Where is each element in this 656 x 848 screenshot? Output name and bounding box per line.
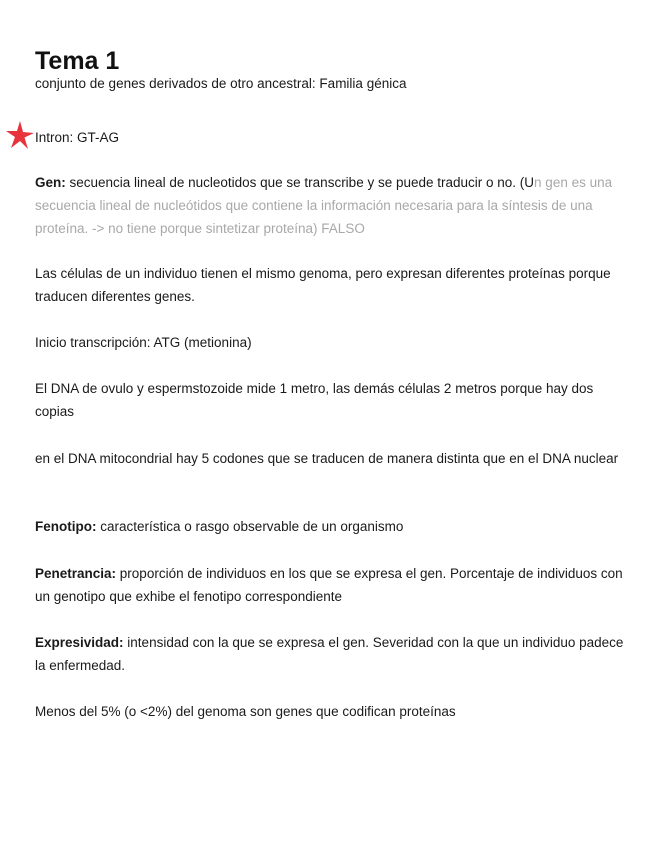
penetrancia-term: Penetrancia: bbox=[35, 566, 117, 581]
gen-term: Gen: bbox=[35, 175, 66, 190]
penetrancia-text: proporción de individuos en los que se expresa el gen. Porcentaje de individuos con un genotipo que exhibe el fenotipo correspondiente bbox=[35, 566, 623, 604]
page-title: Tema 1 bbox=[35, 47, 120, 75]
celulas-paragraph: Las células de un individuo tienen el mismo genoma, pero expresan diferentes proteínas porque traducen diferentes genes. bbox=[35, 266, 611, 304]
menos-line: Menos del 5% (o <2%) del genoma son genes que codifican proteínas bbox=[35, 704, 456, 719]
penetrancia-definition bbox=[35, 562, 625, 608]
dna-paragraph: El DNA de ovulo y espermstozoide mide 1 metro, las demás células 2 metros porque hay dos copias bbox=[35, 381, 594, 419]
expresividad-definition bbox=[35, 631, 625, 677]
fenotipo-term: Fenotipo: bbox=[35, 519, 97, 534]
star-icon bbox=[5, 120, 35, 150]
fenotipo-text: característica o rasgo observable de un organismo bbox=[96, 519, 404, 534]
mitocondrial-paragraph: en el DNA mitocondrial hay 5 codones que se traducen de manera distinta que en el DNA nuclear bbox=[35, 451, 619, 466]
gen-text: secuencia lineal de nucleotidos que se transcribe y se puede traducir o no. (U bbox=[65, 175, 535, 190]
gen-definition bbox=[35, 171, 625, 240]
subtitle-line: conjunto de genes derivados de otro ancestral: Familia génica bbox=[35, 76, 407, 91]
expresividad-term: Expresividad: bbox=[35, 635, 124, 650]
fenotipo-definition bbox=[35, 515, 625, 538]
inicio-line: Inicio transcripción: ATG (metionina) bbox=[35, 335, 252, 350]
intron-line: Intron: GT-AG bbox=[35, 130, 120, 145]
gen-faded-text: n gen es una secuencia lineal de nucleótidos que contiene la información necesaria para la síntesis de una proteína. -> no tiene porque sintetizar proteína) FALSO bbox=[35, 175, 613, 236]
note-page bbox=[35, 44, 625, 719]
expresividad-text: intensidad con la que se expresa el gen. Severidad con la que un individuo padece la enfermedad. bbox=[35, 635, 624, 673]
